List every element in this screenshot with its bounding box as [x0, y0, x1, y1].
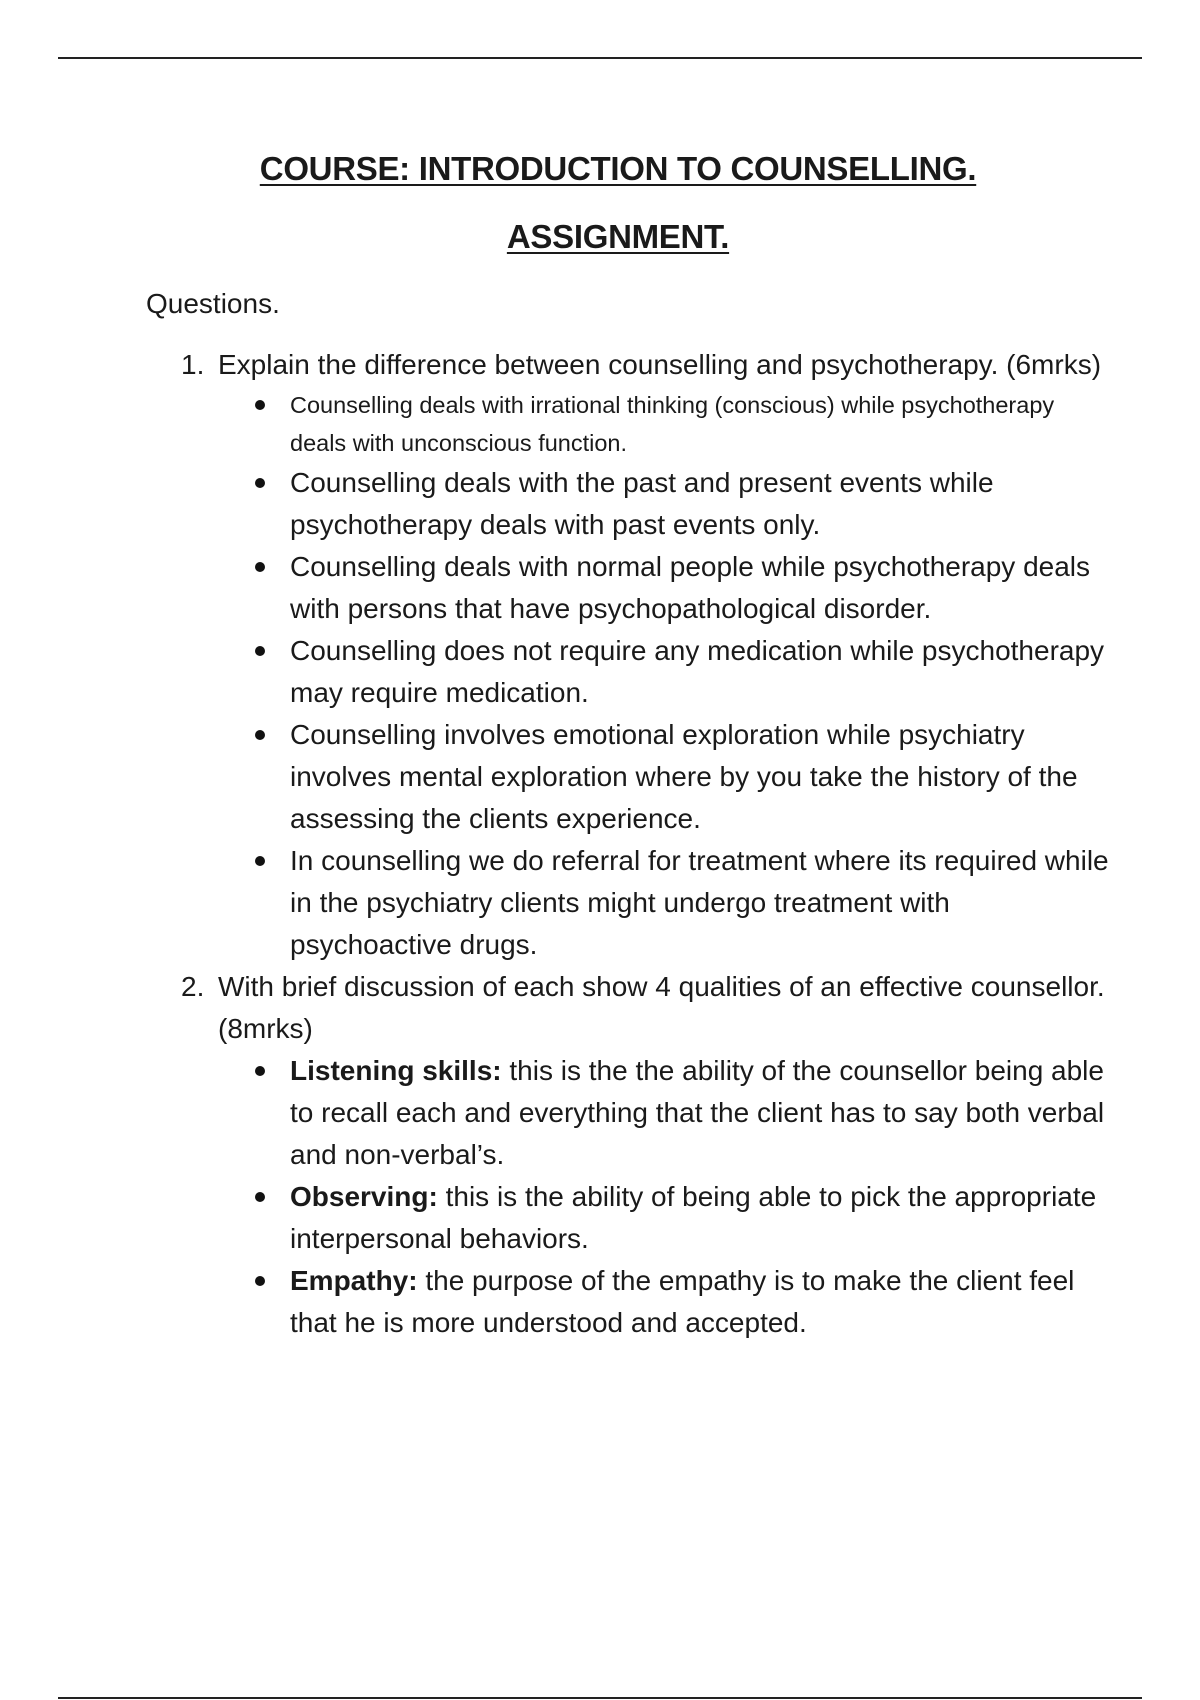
bullet-icon [255, 1276, 265, 1286]
footer-rule [58, 1697, 1142, 1699]
question-number: 2. [181, 971, 205, 1002]
answer-text: Counselling deals with irrational thinking (conscious) while psychotherapy deals with unconscious function. [290, 392, 1055, 456]
answer-term: Empathy: [290, 1265, 418, 1296]
bullet-icon [255, 1066, 265, 1076]
question-text: With brief discussion of each show 4 qualities of an effective counsellor. (8mrks) [218, 971, 1105, 1044]
answer-item [218, 1050, 1110, 1176]
bullet-icon [255, 478, 265, 488]
answer-text: Counselling involves emotional exploration while psychiatry involves mental exploration where by you take the history of the assessing the clients experience. [290, 719, 1078, 834]
questions-heading: Questions. [146, 288, 280, 319]
answer-text: Counselling does not require any medication while psychotherapy may require medication. [290, 635, 1105, 708]
bullet-icon [255, 1192, 265, 1202]
bullet-icon [255, 730, 265, 740]
answer-text: Counselling deals with the past and present events while psychotherapy deals with past events only. [290, 467, 994, 540]
answer-item [218, 840, 1110, 966]
answer-text: this is the the ability of the counsellor being able to recall each and everything that the client has to say both verbal and non-verbal’s. [290, 1055, 1105, 1170]
assignment-title: ASSIGNMENT. [506, 218, 730, 255]
answer-item [218, 1260, 1110, 1344]
question-item [0, 966, 1200, 1344]
bullet-icon [255, 562, 265, 572]
bullet-icon [255, 646, 265, 656]
answer-list [218, 386, 1110, 966]
question-list [0, 344, 1200, 1344]
course-title: COURSE: INTRODUCTION TO COUNSELLING. [259, 150, 977, 187]
answer-item [218, 386, 1110, 462]
answer-term: Listening skills: [290, 1055, 502, 1086]
answer-list [218, 1050, 1110, 1344]
answer-text: the purpose of the empathy is to make the client feel that he is more understood and accepted. [290, 1265, 1075, 1338]
answer-term: Observing: [290, 1181, 438, 1212]
answer-item [218, 546, 1110, 630]
header-rule [58, 57, 1142, 59]
answer-text: In counselling we do referral for treatment where its required while in the psychiatry clients might undergo treatment with psychoactive drugs. [290, 845, 1109, 960]
answer-item [218, 714, 1110, 840]
answer-item [218, 462, 1110, 546]
bullet-icon [255, 856, 265, 866]
question-text: Explain the difference between counselling and psychotherapy. (6mrks) [218, 349, 1102, 380]
answer-text: Counselling deals with normal people while psychotherapy deals with persons that have psychopathological disorder. [290, 551, 1091, 624]
bullet-icon [255, 400, 265, 410]
answer-text: this is the ability of being able to pick the appropriate interpersonal behaviors. [290, 1181, 1097, 1254]
question-item [0, 344, 1200, 966]
answer-item [218, 1176, 1110, 1260]
answer-item [218, 630, 1110, 714]
question-number: 1. [181, 349, 205, 380]
